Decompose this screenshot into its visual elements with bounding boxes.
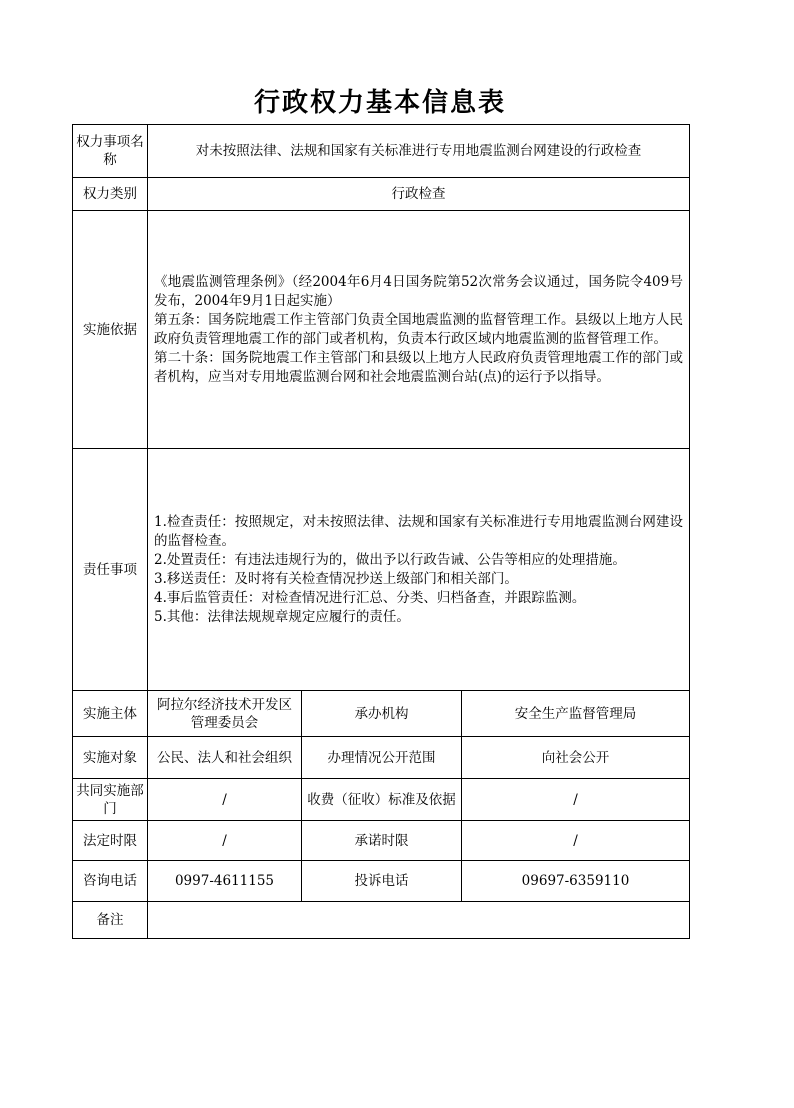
value-promised-time-limit: / — [462, 821, 690, 861]
value-legal-time-limit: / — [148, 821, 302, 861]
info-table — [72, 124, 690, 939]
duty-item: 3.移送责任：及时将有关检查情况抄送上级部门和相关部门。 — [154, 570, 518, 587]
duty-item: 5.其他：法律法规规章规定应履行的责任。 — [154, 608, 410, 625]
value-undertaking-agency: 安全生产监督管理局 — [462, 691, 690, 737]
page-title: 行政权力基本信息表 — [253, 88, 506, 118]
value-inquiry-phone: 0997-4611155 — [148, 861, 302, 902]
label-inquiry-phone: 咨询电话 — [73, 861, 148, 902]
duty-item: 2.处置责任：有违法违规行为的，做出予以行政告诫、公告等相应的处理措施。 — [154, 551, 626, 568]
value-power-name: 对未按照法律、法规和国家有关标准进行专用地震监测台网建设的行政检查 — [148, 125, 690, 178]
value-complaint-phone: 09697-6359110 — [462, 861, 690, 902]
label-disclosure-scope: 办理情况公开范围 — [302, 737, 462, 779]
value-power-type: 行政检查 — [148, 178, 690, 211]
label-promised-time-limit: 承诺时限 — [302, 821, 462, 861]
value-duty — [148, 449, 690, 691]
basis-paragraph: 第五条：国务院地震工作主管部门负责全国地震监测的监督管理工作。县级以上地方人民政府负责管理地震工作的部门或者机构，负责本行政区域内地震监测的监督管理工作。 — [154, 311, 683, 347]
label-duty: 责任事项 — [73, 449, 148, 691]
label-complaint-phone: 投诉电话 — [302, 861, 462, 902]
basis-paragraph: 第二十条：国务院地震工作主管部门和县级以上地方人民政府负责管理地震工作的部门或者机构，应当对专用地震监测台网和社会地震监测台站(点)的运行予以指导。 — [154, 349, 683, 385]
label-power-name: 权力事项名称 — [73, 125, 148, 178]
value-basis — [148, 211, 690, 449]
row-joint — [73, 779, 690, 821]
row-power-type — [73, 178, 690, 211]
row-object — [73, 737, 690, 779]
value-fee-standard: / — [462, 779, 690, 821]
value-subject: 阿拉尔经济技术开发区管理委员会 — [148, 691, 302, 737]
basis-paragraph: 《地震监测管理条例》（经2004年6月4日国务院第52次常务会议通过，国务院令409号发布，2004年9月1日起实施） — [154, 273, 683, 309]
value-note — [148, 902, 690, 939]
value-object: 公民、法人和社会组织 — [148, 737, 302, 779]
label-object: 实施对象 — [73, 737, 148, 779]
duty-item: 4.事后监管责任：对检查情况进行汇总、分类、归档备查，并跟踪监测。 — [154, 589, 586, 606]
label-basis: 实施依据 — [73, 211, 148, 449]
row-power-name — [73, 125, 690, 178]
label-joint-dept: 共同实施部门 — [73, 779, 148, 821]
row-subject — [73, 691, 690, 737]
row-basis — [73, 211, 690, 449]
label-undertaking-agency: 承办机构 — [302, 691, 462, 737]
label-legal-time-limit: 法定时限 — [73, 821, 148, 861]
label-fee-standard: 收费（征收）标准及依据 — [302, 779, 462, 821]
label-subject: 实施主体 — [73, 691, 148, 737]
value-disclosure-scope: 向社会公开 — [462, 737, 690, 779]
row-note — [73, 902, 690, 939]
row-phone — [73, 861, 690, 902]
value-joint-dept: / — [148, 779, 302, 821]
duty-item: 1.检查责任：按照规定，对未按照法律、法规和国家有关标准进行专用地震监测台网建设的监督检查。 — [154, 513, 683, 549]
row-duty — [73, 449, 690, 691]
label-note: 备注 — [73, 902, 148, 939]
label-power-type: 权力类别 — [73, 178, 148, 211]
row-time-limit — [73, 821, 690, 861]
